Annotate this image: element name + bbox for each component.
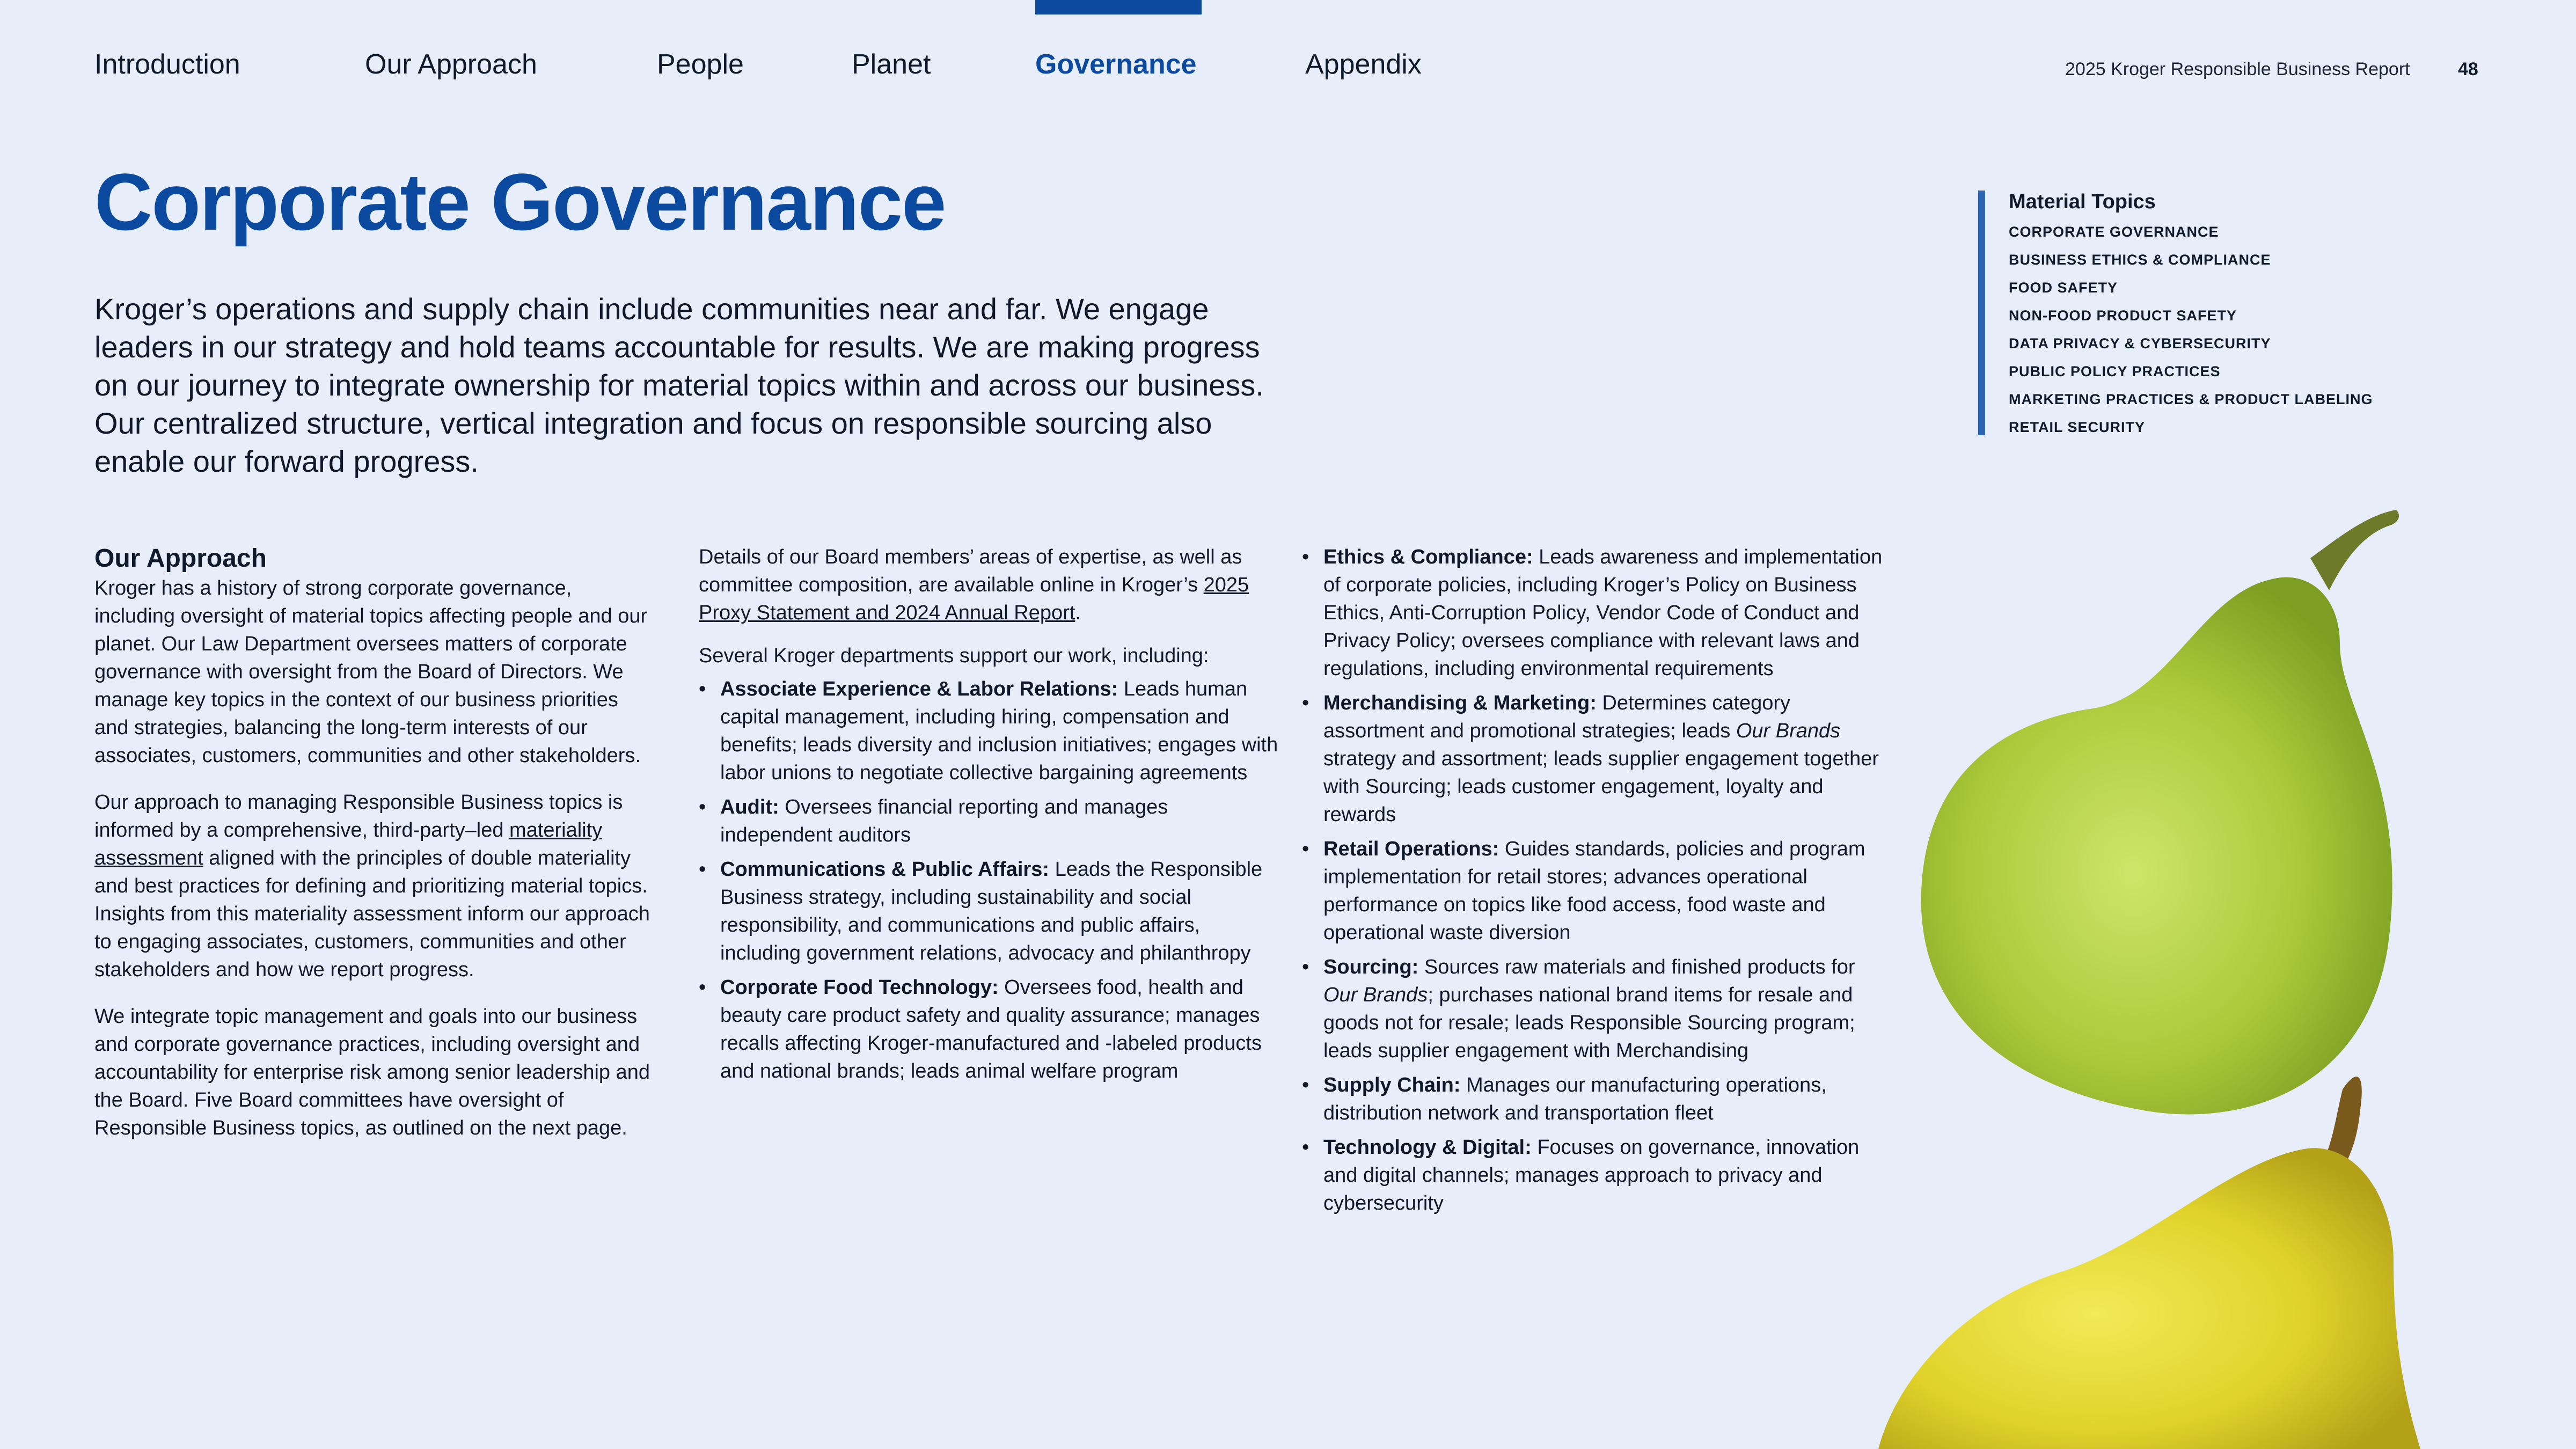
page-title: Corporate Governance bbox=[94, 157, 946, 247]
department-name: Ethics & Compliance: bbox=[1323, 546, 1533, 568]
department-item bbox=[699, 675, 1284, 787]
departments-column-1 bbox=[699, 543, 1284, 1092]
department-name: Supply Chain: bbox=[1323, 1074, 1461, 1096]
nav-planet[interactable]: Planet bbox=[852, 49, 931, 80]
department-desc: Determines category assortment and promotional strategies; leads bbox=[1323, 692, 1790, 742]
department-desc: Guides standards, policies and program implementation for retail stores; advances operational performance on topics like food access, food waste and operational waste diversion bbox=[1323, 838, 1865, 944]
material-topics-list bbox=[2009, 218, 2373, 441]
department-item bbox=[1302, 1133, 1887, 1217]
report-title: 2025 Kroger Responsible Business Report bbox=[2065, 59, 2410, 79]
department-name: Audit: bbox=[720, 796, 779, 818]
department-list bbox=[699, 675, 1284, 1085]
material-topics-panel bbox=[1978, 191, 2373, 435]
approach-paragraph-1: Kroger has a history of strong corporate governance, including oversight of material topics affecting people and our planet. Our Law Department oversees matters of corporate governance with oversight from the Board of Directors. We manage key topics in the context of our business priorities and strategies, balancing the long-term interests of our associates, customers, communities and other stakeholders. bbox=[94, 577, 648, 767]
department-desc: Focuses on governance, innovation and digital channels; manages approach to privacy and cybersecurity bbox=[1323, 1136, 1860, 1214]
nav-our-approach[interactable]: Our Approach bbox=[365, 49, 537, 80]
brand-name: Our Brands bbox=[1323, 984, 1428, 1006]
department-desc: Manages our manufacturing operations, distribution network and transportation fleet bbox=[1323, 1074, 1827, 1124]
department-item bbox=[699, 855, 1284, 967]
department-desc-end: strategy and assortment; leads supplier engagement together with Sourcing; leads customer engagement, loyalty and rewards bbox=[1323, 748, 1879, 826]
departments-intro: Several Kroger departments support our work, including: bbox=[699, 645, 1209, 667]
department-name: Associate Experience & Labor Relations: bbox=[720, 678, 1118, 700]
approach-p2-text-end: aligned with the principles of double materiality and best practices for defining and prioritizing material topics. Insights from this materiality assessment inform our approach to engaging associates, customers, communities and other stakeholders and how we report progress. bbox=[94, 847, 650, 981]
active-tab-indicator bbox=[1035, 0, 1202, 14]
topic-item: PUBLIC POLICY PRACTICES bbox=[2009, 363, 2221, 379]
department-desc: Leads the Responsible Business strategy, including sustainability and social responsibility, and communications and public affairs, including government relations, advocacy and philanthropy bbox=[720, 858, 1263, 964]
intro-paragraph: Kroger’s operations and supply chain include communities near and far. We engage leaders in our strategy and hold teams accountable for results. We are making progress on our journey to integrate ownership for material topics within and across our business. Our centralized structure, vertical integration and focus on responsible sourcing also enable our forward progress. bbox=[94, 292, 1264, 478]
board-text: Details of our Board members’ areas of expertise, as well as committee composition, are available online in Kroger’s bbox=[699, 546, 1242, 596]
department-name: Communications & Public Affairs: bbox=[720, 858, 1049, 881]
nav-appendix[interactable]: Appendix bbox=[1305, 49, 1422, 80]
department-item bbox=[1302, 953, 1887, 1065]
page-number: 48 bbox=[2458, 59, 2478, 79]
department-item bbox=[699, 974, 1284, 1085]
department-desc-end: ; purchases national brand items for resale and goods not for resale; leads Responsible Sourcing program; leads supplier engagement with Merchandising bbox=[1323, 984, 1855, 1062]
proxy-statement-link[interactable]: 2025 Proxy Statement and 2024 Annual Report bbox=[699, 574, 1249, 624]
department-desc: Oversees financial reporting and manages independent auditors bbox=[720, 796, 1168, 846]
material-topics-heading: Material Topics bbox=[2009, 191, 2156, 213]
department-name: Corporate Food Technology: bbox=[720, 976, 999, 999]
topic-item: CORPORATE GOVERNANCE bbox=[2009, 224, 2219, 240]
department-name: Retail Operations: bbox=[1323, 838, 1499, 860]
department-name: Technology & Digital: bbox=[1323, 1136, 1532, 1159]
department-name: Merchandising & Marketing: bbox=[1323, 692, 1597, 714]
topic-item: DATA PRIVACY & CYBERSECURITY bbox=[2009, 335, 2271, 352]
topic-item: BUSINESS ETHICS & COMPLIANCE bbox=[2009, 252, 2271, 268]
topic-item: FOOD SAFETY bbox=[2009, 280, 2118, 296]
approach-paragraph-3: We integrate topic management and goals into our business and corporate governance practices, including oversight and accountability for enterprise risk among senior leadership and the Board. Five Board committees have oversight of Responsible Business topics, as outlined on the next page. bbox=[94, 1005, 650, 1139]
department-desc: Leads human capital management, including hiring, compensation and benefits; leads diversity and inclusion initiatives; engages with labor unions to negotiate collective bargaining agreements bbox=[720, 678, 1278, 784]
board-text-end: . bbox=[1075, 602, 1081, 624]
department-item bbox=[1302, 1071, 1887, 1127]
department-desc: Sources raw materials and finished products for bbox=[1424, 956, 1855, 978]
department-desc: Oversees food, health and beauty care product safety and quality assurance; manages recalls affecting Kroger-manufactured and -labeled products and national brands; leads animal welfare program bbox=[720, 976, 1262, 1082]
department-item bbox=[1302, 543, 1887, 683]
nav-governance[interactable]: Governance bbox=[1035, 49, 1197, 80]
department-item bbox=[699, 793, 1284, 849]
department-item bbox=[1302, 835, 1887, 947]
yellow-pear-icon bbox=[1878, 1077, 2420, 1449]
brand-name: Our Brands bbox=[1736, 720, 1841, 742]
topic-item: MARKETING PRACTICES & PRODUCT LABELING bbox=[2009, 391, 2373, 407]
approach-p2-text: Our approach to managing Responsible Business topics is informed by a comprehensive, third-party–led bbox=[94, 791, 623, 841]
department-name: Sourcing: bbox=[1323, 956, 1419, 978]
nav-people[interactable]: People bbox=[657, 49, 744, 80]
board-paragraph bbox=[699, 543, 1284, 627]
materiality-assessment-link[interactable]: materiality assessment bbox=[94, 819, 603, 869]
topic-item: NON-FOOD PRODUCT SAFETY bbox=[2009, 308, 2237, 324]
topic-item: RETAIL SECURITY bbox=[2009, 419, 2146, 435]
department-desc: Leads awareness and implementation of corporate policies, including Kroger’s Policy on Business Ethics, Anti-Corruption Policy, Vendor Code of Conduct and Privacy Policy; oversees compliance with relevant laws and regulations, including environmental requirements bbox=[1323, 546, 1883, 680]
department-list bbox=[1302, 543, 1887, 1217]
our-approach-heading: Our Approach bbox=[94, 544, 267, 573]
department-item bbox=[1302, 689, 1887, 829]
our-approach-column bbox=[94, 543, 653, 1161]
green-pear-icon bbox=[1921, 510, 2399, 1114]
departments-column-2 bbox=[1302, 543, 1887, 1224]
approach-paragraph-2 bbox=[94, 788, 653, 984]
pears-illustration bbox=[1825, 483, 2576, 1449]
nav-introduction[interactable]: Introduction bbox=[94, 49, 240, 80]
